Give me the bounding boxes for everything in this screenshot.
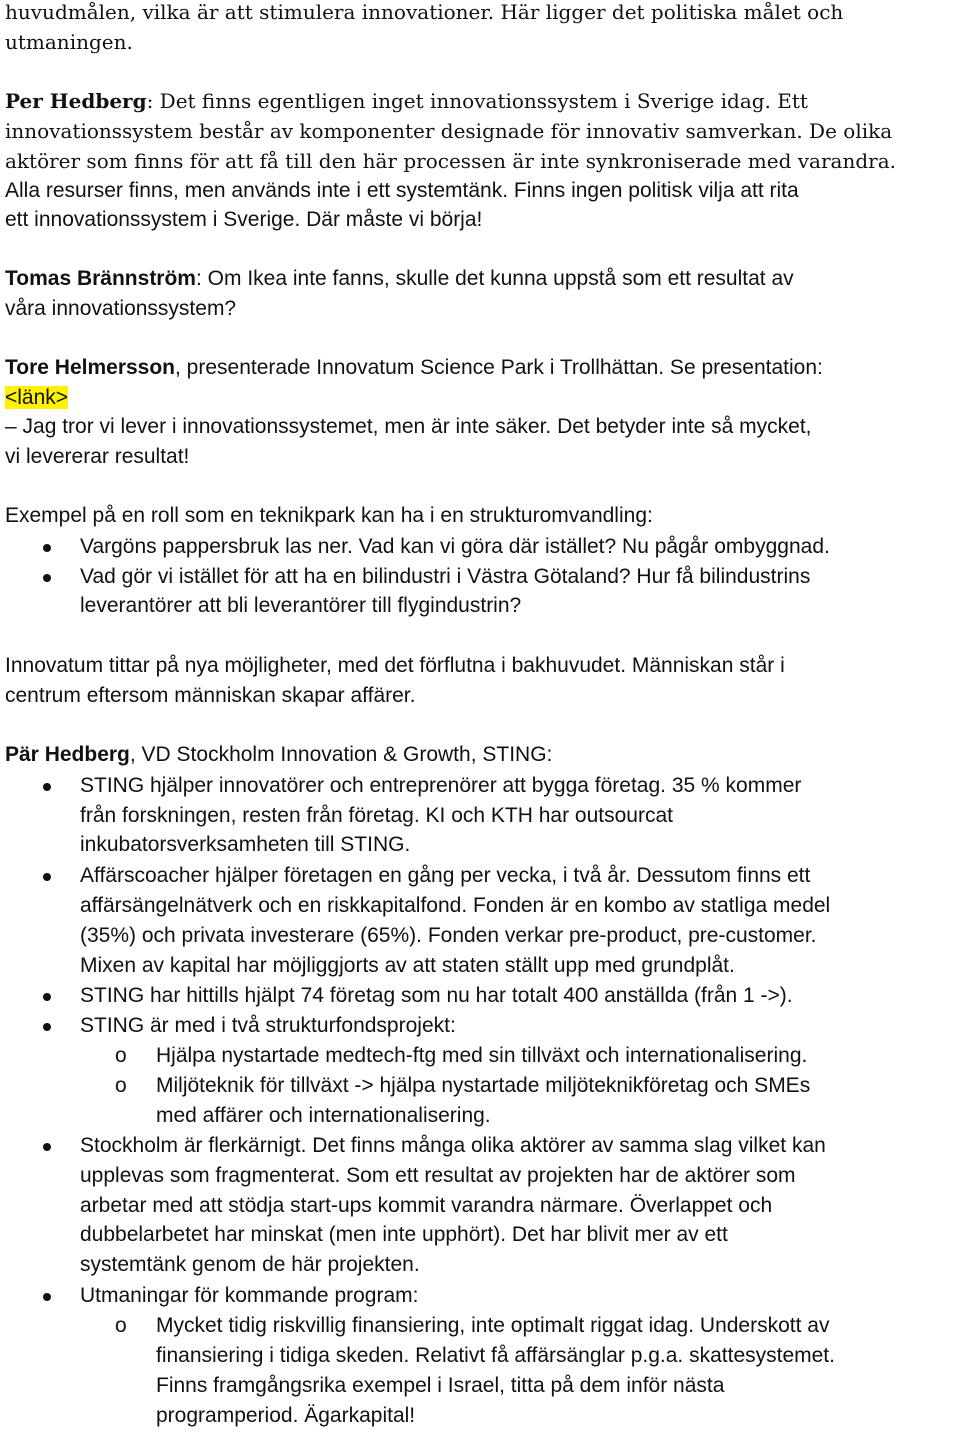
bullet-icon bbox=[43, 1023, 51, 1031]
sub-bullet-marker: o bbox=[115, 1314, 127, 1337]
list-item: STING har hittills hjälpt 74 företag som nu har totalt 400 anställda (från 1 ->). bbox=[80, 984, 793, 1007]
list-item-continuation: affärsängelnätverk och en riskkapitalfond. Fonden är en kombo av statliga medel bbox=[80, 894, 831, 917]
sub-list-item-continuation: Finns framgångsrika exempel i Israel, titta på dem inför nästa bbox=[156, 1374, 725, 1397]
exempel-heading: Exempel på en roll som en teknikpark kan ha i en strukturomvandling: bbox=[5, 504, 653, 527]
list-item-continuation: systemtänk genom de här projekten. bbox=[80, 1253, 420, 1276]
innovatum-paragraph-line: Innovatum tittar på nya möjligheter, med det förflutna i bakhuvudet. Människan står i bbox=[5, 654, 785, 677]
list-item-continuation: Mixen av kapital har möjliggjorts av att staten ställt upp med grundplåt. bbox=[80, 954, 735, 977]
sub-list-item-continuation: programperiod. Ägarkapital! bbox=[156, 1404, 416, 1427]
per-hedberg-paragraph-line: Per Hedberg: Det finns egentligen inget innovationssystem i Sverige idag. Ett bbox=[5, 89, 808, 113]
sub-bullet-marker: o bbox=[115, 1044, 127, 1067]
intro-line: utmaningen. bbox=[5, 30, 133, 54]
bullet-icon bbox=[43, 574, 51, 582]
bullet-icon bbox=[43, 1293, 51, 1301]
speaker-name: Tore Helmersson bbox=[5, 356, 175, 379]
intro-line: huvudmålen, vilka är att stimulera innovationer. Här ligger det politiska målet och bbox=[5, 0, 844, 24]
list-item: STING är med i två strukturfondsprojekt: bbox=[80, 1014, 456, 1037]
per-hedberg-paragraph-line: ett innovationssystem i Sverige. Där måste vi börja! bbox=[5, 208, 483, 231]
sub-list-item: Miljöteknik för tillväxt -> hjälpa nystartade miljöteknikföretag och SMEs bbox=[156, 1074, 811, 1097]
list-item-continuation: dubbelarbetet har minskat (men inte upphört). Det har blivit mer av ett bbox=[80, 1223, 728, 1246]
per-hedberg-paragraph-line: aktörer som finns för att få till den här processen är inte synkroniserade med varandra. bbox=[5, 149, 896, 173]
sub-list-item-continuation: finansiering i tidiga skeden. Relativt få affärsänglar p.g.a. skattesystemet. bbox=[156, 1344, 835, 1367]
sub-list-item: Mycket tidig riskvillig finansiering, inte optimalt riggat idag. Underskott av bbox=[156, 1314, 830, 1337]
bullet-icon bbox=[43, 783, 51, 791]
sub-list-item: Hjälpa nystartade medtech-ftg med sin tillväxt och internationalisering. bbox=[156, 1044, 808, 1067]
list-item: STING hjälper innovatörer och entreprenörer att bygga företag. 35 % kommer bbox=[80, 774, 802, 797]
list-item: Vad gör vi istället för att ha en bilindustri i Västra Götaland? Hur få bilindustrins bbox=[80, 565, 811, 588]
tore-paragraph-line: – Jag tror vi lever i innovationssystemet, men är inte säker. Det betyder inte så mycket, bbox=[5, 415, 812, 438]
tomas-paragraph-line: Tomas Brännström: Om Ikea inte fanns, skulle det kunna uppstå som ett resultat av bbox=[5, 267, 794, 290]
speaker-name: Pär Hedberg bbox=[5, 743, 130, 766]
tore-paragraph-line: Tore Helmersson, presenterade Innovatum Science Park i Trollhättan. Se presentation: bbox=[5, 356, 823, 379]
bullet-icon bbox=[43, 1143, 51, 1151]
per-hedberg-paragraph-line: Alla resurser finns, men används inte i ett systemtänk. Finns ingen politisk vilja att rita bbox=[5, 179, 799, 202]
bullet-icon bbox=[43, 544, 51, 552]
speaker-name: Tomas Brännström bbox=[5, 267, 196, 290]
list-item-continuation: upplevas som fragmenterat. Som ett resultat av projekten har de aktörer som bbox=[80, 1164, 796, 1187]
per-hedberg-paragraph-line: innovationssystem består av komponenter designade för innovativ samverkan. De olika bbox=[5, 119, 893, 143]
list-item-continuation: arbetar med att stödja start-ups kommit varandra närmare. Överlappet och bbox=[80, 1194, 773, 1217]
list-item: Vargöns pappersbruk las ner. Vad kan vi göra där istället? Nu pågår ombyggnad. bbox=[80, 535, 830, 558]
speaker-name: Per Hedberg bbox=[5, 89, 147, 113]
tore-paragraph-line: vi levererar resultat! bbox=[5, 445, 190, 468]
innovatum-paragraph-line: centrum eftersom människan skapar affärer. bbox=[5, 684, 416, 707]
list-item-continuation: från forskningen, resten från företag. KI och KTH har outsourcat bbox=[80, 804, 673, 827]
list-item-continuation: inkubatorsverksamheten till STING. bbox=[80, 833, 411, 856]
sub-list-item-continuation: med affärer och internationalisering. bbox=[156, 1104, 491, 1127]
list-item-continuation: leverantörer att bli leverantörer till flygindustrin? bbox=[80, 594, 522, 617]
bullet-icon bbox=[43, 993, 51, 1001]
list-item: Utmaningar för kommande program: bbox=[80, 1284, 419, 1307]
tomas-paragraph-line: våra innovationssystem? bbox=[5, 297, 237, 320]
list-item: Affärscoacher hjälper företagen en gång per vecka, i två år. Dessutom finns ett bbox=[80, 864, 811, 887]
list-item-continuation: (35%) och privata investerare (65%). Fonden verkar pre-product, pre-customer. bbox=[80, 924, 817, 947]
sub-bullet-marker: o bbox=[115, 1074, 127, 1097]
list-item: Stockholm är flerkärnigt. Det finns många olika aktörer av samma slag vilket kan bbox=[80, 1134, 826, 1157]
bullet-icon bbox=[43, 873, 51, 881]
tore-link-line bbox=[5, 383, 68, 413]
par-hedberg-heading: Pär Hedberg, VD Stockholm Innovation & Growth, STING: bbox=[5, 743, 553, 766]
presentation-link[interactable]: <länk> bbox=[5, 386, 69, 409]
